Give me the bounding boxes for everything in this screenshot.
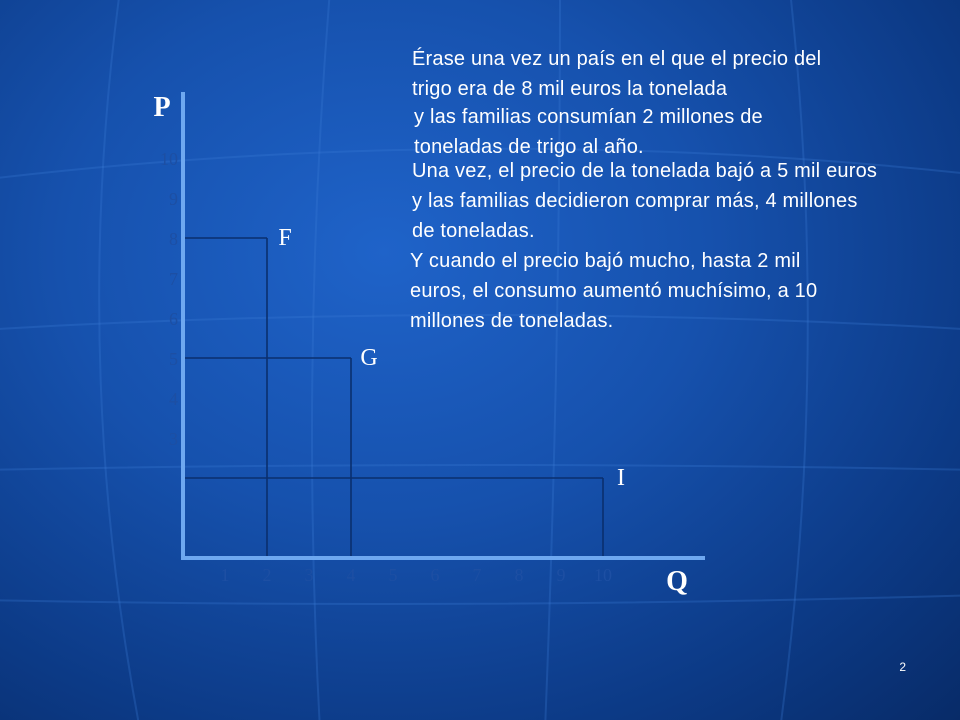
- y-axis-label: P: [153, 92, 171, 123]
- y-tick-5: 5: [169, 349, 178, 369]
- x-tick-10: 10: [594, 565, 612, 585]
- y-tick-3: 3: [169, 429, 178, 449]
- y-tick-7: 7: [169, 269, 178, 289]
- x-tick-8: 8: [514, 565, 524, 585]
- slide-number: 2: [899, 660, 906, 674]
- x-tick-3: 3: [304, 565, 314, 585]
- point-label-i: I: [617, 465, 625, 491]
- y-tick-4: 4: [169, 389, 178, 409]
- x-tick-5: 5: [388, 565, 398, 585]
- y-tick-8: 8: [169, 229, 178, 249]
- y-tick-10: 10: [160, 149, 178, 169]
- y-tick-labels: [160, 149, 178, 449]
- point-label-g: G: [360, 345, 378, 371]
- x-tick-9: 9: [556, 565, 566, 585]
- y-tick-9: 9: [169, 189, 178, 209]
- x-tick-6: 6: [430, 565, 440, 585]
- story-paragraph-4: Y cuando el precio bajó mucho, hasta 2 mil euros, el consumo aumentó muchísimo, a 10 millones de toneladas.: [410, 250, 818, 332]
- story-paragraph-2: y las familias consumían 2 millones de toneladas de trigo al año.: [414, 106, 763, 158]
- x-tick-labels: [221, 565, 613, 585]
- x-tick-1: 1: [220, 565, 230, 585]
- x-tick-7: 7: [472, 565, 482, 585]
- x-axis-label: Q: [666, 566, 688, 597]
- story-paragraph-1: Érase una vez un país en el que el precio del trigo era de 8 mil euros la tonelada: [412, 48, 822, 100]
- story-paragraph-3: Una vez, el precio de la tonelada bajó a 5 mil euros y las familias decidieron comprar más, 4 millones de toneladas.: [412, 160, 878, 242]
- point-label-f: F: [278, 225, 292, 251]
- y-tick-6: 6: [169, 309, 178, 329]
- x-tick-2: 2: [262, 565, 272, 585]
- x-tick-4: 4: [346, 565, 356, 585]
